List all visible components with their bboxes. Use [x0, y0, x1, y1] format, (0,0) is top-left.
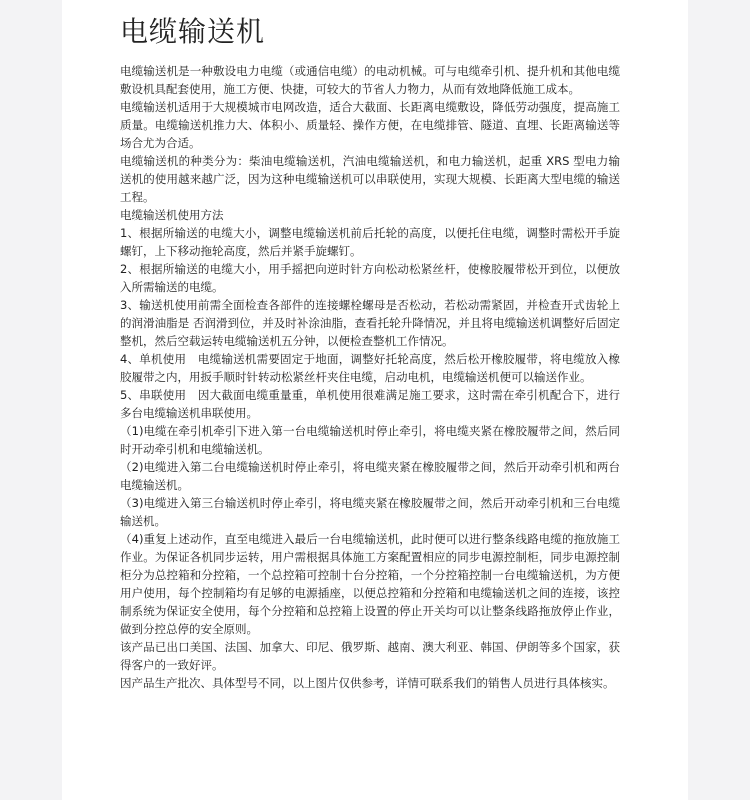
- usage-step-4: 4、单机使用 电缆输送机需要固定于地面，调整好托轮高度，然后松开橡胶履带，将电缆放入橡胶履带之内，用扳手顺时针转动松紧丝杆夹住电缆，启动电机，电缆输送机便可以输送作业。: [120, 352, 620, 384]
- series-step-2: （2)电缆进入第二台电缆输送机时停止牵引，将电缆夹紧在橡胶履带之间，然后开动牵引机和两台电缆输送机。: [120, 460, 620, 492]
- article-page: [62, 0, 688, 800]
- series-step-3: （3)电缆进入第三台输送机时停止牵引，将电缆夹紧在橡胶履带之间，然后开动牵引机和三台电缆输送机。: [120, 496, 620, 528]
- types-paragraph: 电缆输送机的种类分为：柴油电缆输送机，汽油电缆输送机，和电力输送机，起重 XRS 型电力输送机的使用越来越广泛，因为这种电缆输送机可以串联使用，实现大规模、长距离大型电缆的输送工程。: [120, 154, 620, 204]
- usage-step-3: 3、输送机使用前需全面检查各部件的连接螺栓螺母是否松动，若松动需紧固，并检查开式齿轮上的润滑油脂是 否润滑到位，并及时补涂油脂，查看托轮升降情况，并且将电缆输送机调整好后固定整机，然后空载运转电缆输送机五分钟，以便检查整机工作情况。: [120, 298, 620, 348]
- usage-step-2: 2、根据所输送的电缆大小，用手摇把向逆时针方向松动松紧丝杆，使橡胶履带松开到位，以便放入所需输送的电缆。: [120, 262, 620, 294]
- export-paragraph: 该产品已出口美国、法国、加拿大、印尼、俄罗斯、越南、澳大利亚、韩国、伊朗等多个国家，获得客户的一致好评。: [120, 640, 620, 672]
- usage-step-1: 1、根据所输送的电缆大小，调整电缆输送机前后托轮的高度，以便托住电缆，调整时需松开手旋螺钉，上下移动拖轮高度，然后并紧手旋螺钉。: [120, 226, 620, 258]
- usage-heading: 电缆输送机使用方法: [120, 208, 224, 222]
- page-title: 电缆输送机: [120, 15, 266, 48]
- usage-step-5: 5、串联使用 因大截面电缆重量重，单机使用很难满足施工要求，这时需在牵引机配合下，进行多台电缆输送机串联使用。: [120, 388, 620, 420]
- series-step-4: （4)重复上述动作，直至电缆进入最后一台电缆输送机，此时便可以进行整条线路电缆的拖放施工作业。为保证各机同步运转，用户需根据具体施工方案配置相应的同步电源控制柜，同步电源控制柜分为总控箱和分控箱，一个总控箱可控制十台分控箱，一个分控箱控制一台电缆输送机，为方便用户使用，每个控制箱均有足够的电源插座，以便总控箱和分控箱和电缆输送机之间的连接，该控制系统为保证安全使用，每个分控箱和总控箱上设置的停止开关均可以让整条线路拖放停止作业，做到分控总停的安全原则。: [120, 532, 620, 636]
- application-paragraph: 电缆输送机适用于大规模城市电网改造，适合大截面、长距离电缆敷设，降低劳动强度，提高施工质量。电缆输送机推力大、体积小、质量轻、操作方便，在电缆排管、隧道、直埋、长距离输送等场合尤为合适。: [120, 100, 620, 150]
- disclaimer-paragraph: 因产品生产批次、具体型号不同，以上图片仅供参考，详情可联系我们的销售人员进行具体核实。: [120, 676, 615, 690]
- intro-paragraph: 电缆输送机是一种敷设电力电缆（或通信电缆）的电动机械。可与电缆牵引机、提升机和其他电缆敷设机具配套使用，施工方便、快捷，可较大的节省人力物力，从而有效地降低施工成本。: [120, 64, 620, 96]
- article-body: [120, 62, 620, 692]
- series-step-1: （1)电缆在牵引机牵引下进入第一台电缆输送机时停止牵引，将电缆夹紧在橡胶履带之间，然后同时开动牵引机和电缆输送机。: [120, 424, 620, 456]
